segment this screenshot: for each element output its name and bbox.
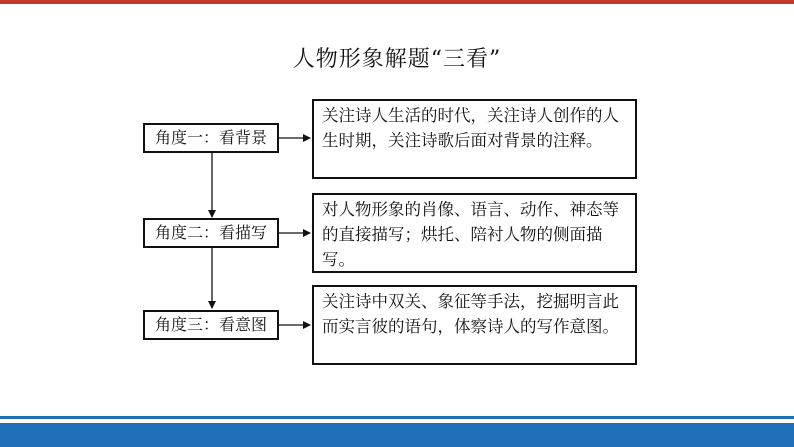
- bottom-accent-bar: [0, 423, 794, 447]
- page-title: 人物形象解题“三看”: [292, 47, 502, 72]
- detail-box-intent: 关注诗中双关、象征等手法，挖掘明言此而实言彼的语句，体察诗人的写作意图。: [312, 285, 637, 365]
- bottom-accent-line: [0, 416, 794, 419]
- angle-box-description: 角度二：看描写: [143, 218, 279, 248]
- angle-box-intent: 角度三：看意图: [143, 310, 279, 340]
- detail-box-description: 对人物形象的肖像、语言、动作、神态等的直接描写；烘托、陪衬人物的侧面描写。: [312, 193, 637, 273]
- angle-box-background: 角度一：看背景: [143, 123, 279, 153]
- detail-box-background: 关注诗人生活的时代，关注诗人创作的人生时期，关注诗歌后面对背景的注释。: [312, 99, 637, 179]
